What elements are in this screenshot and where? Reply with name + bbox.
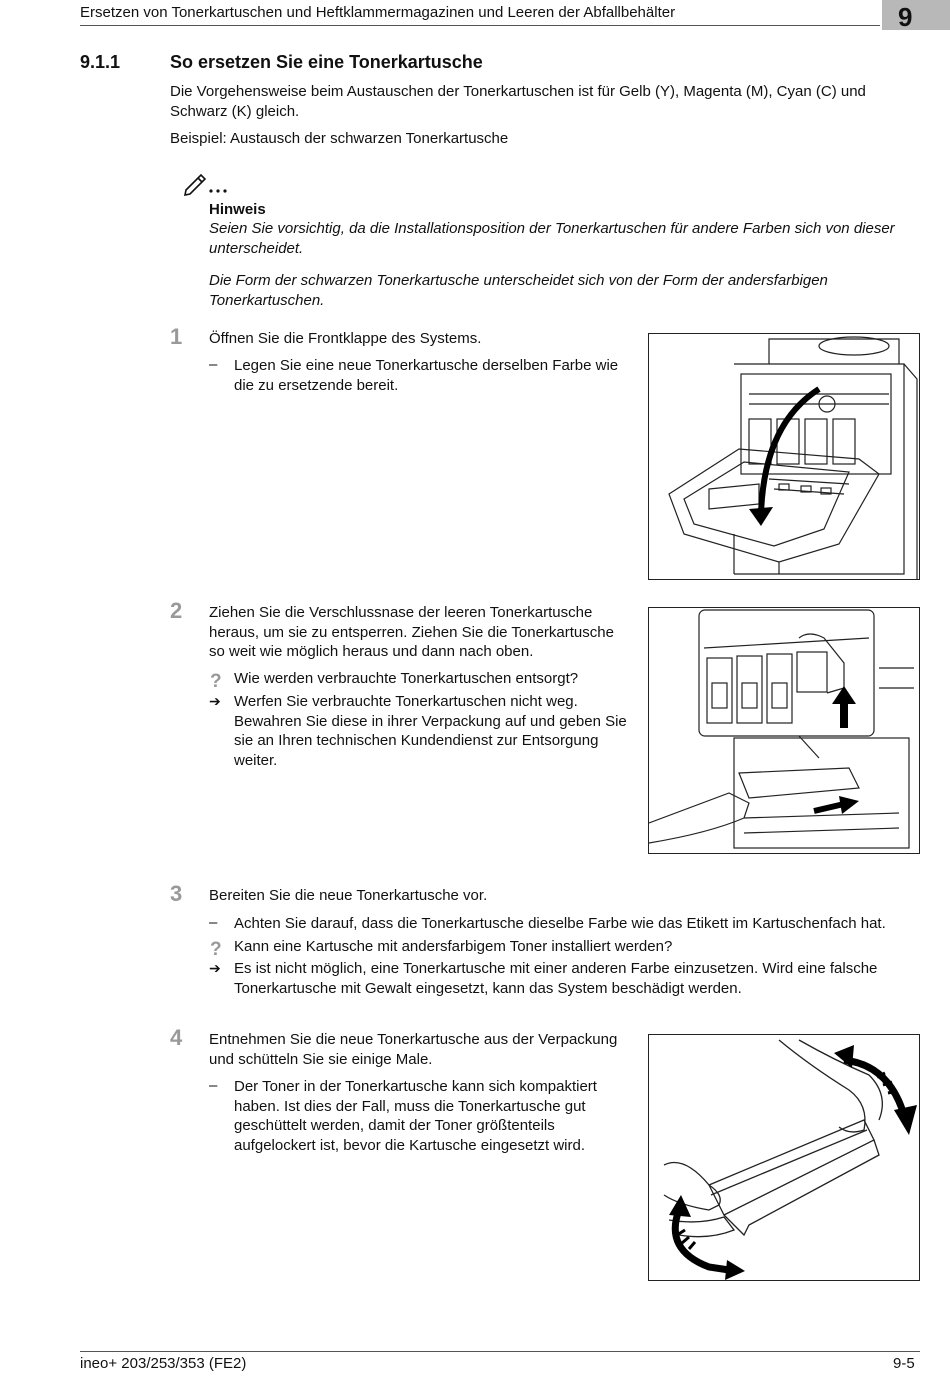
answer-arrow-icon: ➔ xyxy=(209,693,221,709)
answer-line: Es ist nicht möglich, eine Tonerkartusche mit einer anderen Farbe einzusetzen. Wird eine falsche xyxy=(234,960,878,977)
question-icon: ? xyxy=(210,671,222,692)
chapter-tab xyxy=(882,0,950,30)
answer-text xyxy=(234,959,877,998)
section-number: 9.1.1 xyxy=(80,52,121,72)
step-text-line: so weit wie möglich heraus und dann nach oben. xyxy=(209,643,534,660)
figure-open-front-door xyxy=(648,333,920,580)
answer-line: Tonerkartusche mit Gewalt eingesetzt, kann das System beschädigt werden. xyxy=(234,979,742,997)
note-text-1 xyxy=(209,219,895,258)
dash-bullet: – xyxy=(209,356,218,373)
figure-remove-cartridge xyxy=(648,607,920,854)
note-heading: Hinweis xyxy=(209,201,266,218)
figure-shake-cartridge xyxy=(648,1034,920,1281)
step-number: 3 xyxy=(170,881,183,906)
subtext-line: Der Toner in der Tonerkartusche kann sich kompaktiert xyxy=(234,1078,597,1095)
step-subtext: Achten Sie darauf, dass die Tonerkartusche dieselbe Farbe wie das Etikett im Kartuschenfach hat. xyxy=(234,915,886,932)
question-text: Kann eine Kartusche mit andersfarbigem Toner installiert werden? xyxy=(234,938,673,955)
step-number: 1 xyxy=(170,324,183,349)
step-text-line: heraus, um sie zu entsperren. Ziehen Sie die Tonerkartusche xyxy=(209,623,614,641)
step-text: Bereiten Sie die neue Tonerkartusche vor. xyxy=(209,887,488,904)
note-line: unterscheidet. xyxy=(209,239,304,257)
intro-line: Die Vorgehensweise beim Austauschen der Tonerkartuschen ist für Gelb (Y), Magenta (M), Cyan (C) und xyxy=(170,83,866,100)
step-subtext xyxy=(234,356,618,395)
chapter-number: 9 xyxy=(898,2,913,32)
step-text-line: Entnehmen Sie die neue Tonerkartusche aus der Verpackung xyxy=(209,1031,618,1048)
header-rule xyxy=(80,25,880,26)
pencil-note-icon xyxy=(183,170,233,202)
page-number: 9-5 xyxy=(893,1355,915,1372)
example-text: Beispiel: Austausch der schwarzen Tonerkartusche xyxy=(170,130,509,147)
step-text xyxy=(209,603,614,662)
dash-bullet: – xyxy=(209,1077,218,1094)
question-icon: ? xyxy=(210,939,222,960)
note-line: Tonerkartuschen. xyxy=(209,291,325,309)
subtext-line: aufgelockert ist, bevor die Kartusche eingesetzt wird. xyxy=(234,1136,586,1154)
step-text-line: und schütteln Sie sie einige Male. xyxy=(209,1050,433,1068)
subtext-line: die zu ersetzende bereit. xyxy=(234,376,399,394)
step-text xyxy=(209,1030,617,1069)
answer-line: sie an Ihren technischen Kundendienst zur Entsorgung xyxy=(234,732,599,749)
subtext-line: geschüttelt werden, damit der Toner größtenteils xyxy=(234,1117,555,1134)
subtext-line: haben. Ist dies der Fall, muss die Tonerkartusche gut xyxy=(234,1097,586,1115)
step-number: 2 xyxy=(170,598,183,623)
step-text: Öffnen Sie die Frontklappe des Systems. xyxy=(209,330,482,347)
answer-line: Werfen Sie verbrauchte Tonerkartuschen nicht weg. xyxy=(234,693,578,710)
answer-line: weiter. xyxy=(234,751,278,769)
note-line: Seien Sie vorsichtig, da die Installationsposition der Tonerkartuschen für andere Farben sich von dieser xyxy=(209,220,895,237)
note-text-2 xyxy=(209,271,828,310)
running-header: Ersetzen von Tonerkartuschen und Heftklammermagazinen und Leeren der Abfallbehälter xyxy=(80,4,676,21)
section-title: So ersetzen Sie eine Tonerkartusche xyxy=(170,52,483,72)
answer-line: Bewahren Sie diese in ihrer Verpackung auf und geben Sie xyxy=(234,712,627,730)
question-text: Wie werden verbrauchte Tonerkartuschen entsorgt? xyxy=(234,670,579,687)
footer-model: ineo+ 203/253/353 (FE2) xyxy=(80,1355,247,1372)
step-subtext xyxy=(234,1077,597,1155)
intro-line: Schwarz (K) gleich. xyxy=(170,102,300,120)
answer-arrow-icon: ➔ xyxy=(209,960,221,976)
subtext-line: Legen Sie eine neue Tonerkartusche derselben Farbe wie xyxy=(234,357,619,374)
step-text-line: Ziehen Sie die Verschlussnase der leeren Tonerkartusche xyxy=(209,604,593,621)
step-number: 4 xyxy=(170,1025,183,1050)
intro-paragraph xyxy=(170,82,866,121)
footer-rule xyxy=(80,1351,920,1352)
answer-text xyxy=(234,692,627,770)
dash-bullet: – xyxy=(209,914,218,931)
note-line: Die Form der schwarzen Tonerkartusche unterscheidet sich von der Form der andersfarbigen xyxy=(209,272,828,289)
